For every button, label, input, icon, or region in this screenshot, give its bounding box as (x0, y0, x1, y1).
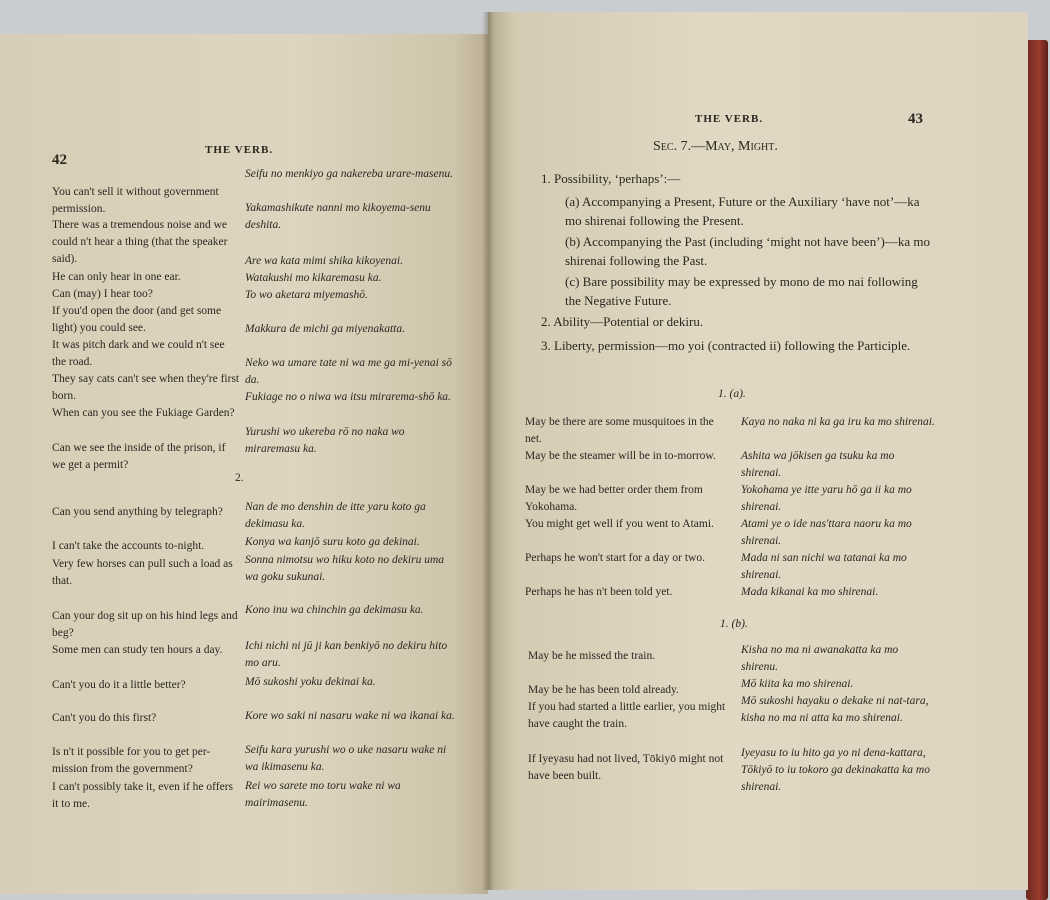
english-text: Can you send anything by telegraph? (52, 506, 223, 518)
japanese-text: Rei wo sarete mo toru wake ni wa mairimasenu. (245, 780, 401, 809)
english-text: I can't take the accounts to-night. (52, 540, 205, 552)
english-text: Perhaps he won't start for a day or two. (525, 552, 705, 564)
subsection-label: 1. (a). (718, 388, 746, 400)
english-text: Can (may) I hear too? (52, 288, 153, 300)
page-number: 42 (52, 152, 67, 168)
english-text: I can't possibly take it, even if he offers it to me. (52, 781, 234, 810)
japanese-text: Seifu kara yurushi wo o uke nasaru wake ni wa ikimasenu ka. (245, 744, 447, 773)
japanese-text: Watakushi mo kikaremasu ka. (245, 272, 382, 284)
japanese-text: Mada ni san nichi wa tatanai ka mo shirenai. (741, 552, 907, 581)
section-title: Sec. 7.—May, Might. (653, 139, 778, 154)
english-text: They say cats can't see when they're first born. (52, 373, 240, 402)
japanese-text: Kaya no naka ni ka ga iru ka mo shirenai. (741, 416, 935, 428)
japanese-text: Fukiage no o niwa wa itsu mirarema-shō ka. (245, 391, 451, 403)
english-text: Very few horses can pull such a load as that. (52, 558, 233, 587)
english-text: He can only hear in one ear. (52, 271, 181, 283)
right-page (488, 12, 1028, 890)
rule-item: (a) Accompanying a Present, Future or the Auxiliary ‘have not’—ka mo shirenai following the Present. (565, 194, 920, 228)
japanese-text: Mō kiita ka mo shirenai. (741, 678, 854, 690)
japanese-text: Are wa kata mimi shika kikoyenai. (245, 255, 403, 267)
subsection-label: 1. (b). (720, 618, 748, 630)
english-text: There was a tremendous noise and we could n't hear a thing (that the speaker said). (52, 219, 228, 265)
japanese-text: Kisha no ma ni awanakatta ka mo shirenu. (741, 644, 899, 673)
running-head: THE VERB. (205, 144, 274, 156)
english-text: It was pitch dark and we could n't see the road. (52, 339, 225, 368)
english-text: When can you see the Fukiage Garden? (52, 407, 235, 419)
rule-item: (c) Bare possibility may be expressed by mono de mo nai following the Negative Future. (565, 274, 918, 308)
rule-item: 3. Liberty, permission—mo yoi (contracted ii) following the Participle. (541, 338, 911, 353)
english-text: Can your dog sit up on his hind legs and beg? (52, 610, 238, 639)
running-head: THE VERB. (695, 113, 764, 125)
japanese-text: Nan de mo denshin de itte yaru koto ga dekimasu ka. (245, 501, 426, 530)
english-text: May be we had better order them from Yokohama. (525, 484, 703, 513)
japanese-text: Mada kikanai ka mo shirenai. (741, 586, 879, 598)
english-text: You might get well if you went to Atami. (525, 518, 714, 530)
english-text: If you had started a little earlier, you might have caught the train. (528, 701, 726, 730)
rule-item: 1. Possibility, ‘perhaps’:— (541, 171, 681, 186)
japanese-text: Yokohama ye itte yaru hō ga ii ka mo shirenai. (741, 484, 912, 513)
english-text: If Iyeyasu had not lived, Tōkiyō might not have been built. (528, 753, 724, 782)
japanese-text: To wo aketara miyemashō. (245, 289, 368, 301)
rule-item: 2. Ability—Potential or dekiru. (541, 314, 704, 329)
japanese-text: Yurushi wo ukereba rō no naka wo miraremasu ka. (245, 426, 405, 455)
rule-item: (b) Accompanying the Past (including ‘might not have been’)—ka mo shirenai following the Past. (565, 234, 930, 268)
english-text: If you'd open the door (and get some light) you could see. (52, 305, 222, 334)
book-gutter (482, 12, 494, 890)
english-text: May be the steamer will be in to-morrow. (525, 450, 716, 462)
japanese-text: Mō sukoshi hayaku o dekake ni nat-tara, kisha no ma ni atta ka mo shirenai. (741, 695, 929, 724)
left-page (0, 34, 488, 894)
japanese-text: Konya wa kanjō suru koto ga dekinai. (245, 536, 420, 548)
japanese-text: Sonna nimotsu wo hiku koto no dekiru uma wa goku sukunai. (245, 554, 444, 583)
japanese-text: Atami ye o ide nas'ttara naoru ka mo shirenai. (741, 518, 912, 547)
english-text: You can't sell it without government permission. (52, 186, 219, 215)
japanese-text: Ichi nichi ni jū ji kan benkiyō no dekiru hito mo aru. (245, 640, 448, 669)
english-text: Perhaps he has n't been told yet. (525, 586, 673, 598)
japanese-text: Iyeyasu to iu hito ga yo ni dena-kattara, Tōkiyō to iu tokoro ga dekinakatta ka mo shirenai. (741, 747, 930, 793)
japanese-text: Makkura de michi ga miyenakatta. (245, 323, 405, 335)
english-text: Can't you do this first? (52, 712, 157, 724)
english-text: May be he has been told already. (528, 684, 679, 696)
book-cover-edge (1026, 40, 1048, 900)
english-text: Is n't it possible for you to get per-mission from the government? (52, 746, 211, 775)
page-number: 43 (908, 111, 923, 127)
english-text: Some men can study ten hours a day. (52, 644, 223, 656)
english-text: May be there are some musquitoes in the net. (525, 416, 714, 445)
japanese-text: Seifu no menkiyo ga nakereba urare-masenu. (245, 168, 454, 180)
english-text: May be he missed the train. (528, 650, 656, 662)
english-text: Can't you do it a little better? (52, 679, 186, 691)
japanese-text: Kono inu wa chinchin ga dekimasu ka. (245, 604, 424, 616)
open-book (0, 12, 1050, 900)
japanese-text: Yakamashikute nanni mo kikoyema-senu deshita. (245, 202, 431, 231)
japanese-text: Mō sukoshi yoku dekinai ka. (245, 676, 376, 688)
japanese-text: Neko wa umare tate ni wa me ga mi-yenai sō da. (245, 357, 452, 386)
japanese-text: Kore wo saki ni nasaru wake ni wa ikanai ka. (245, 710, 455, 722)
english-text: Can we see the inside of the prison, if we get a permit? (52, 442, 226, 471)
section-label: 2. (235, 472, 244, 484)
japanese-text: Ashita wa jōkisen ga tsuku ka mo shirenai. (741, 450, 895, 479)
